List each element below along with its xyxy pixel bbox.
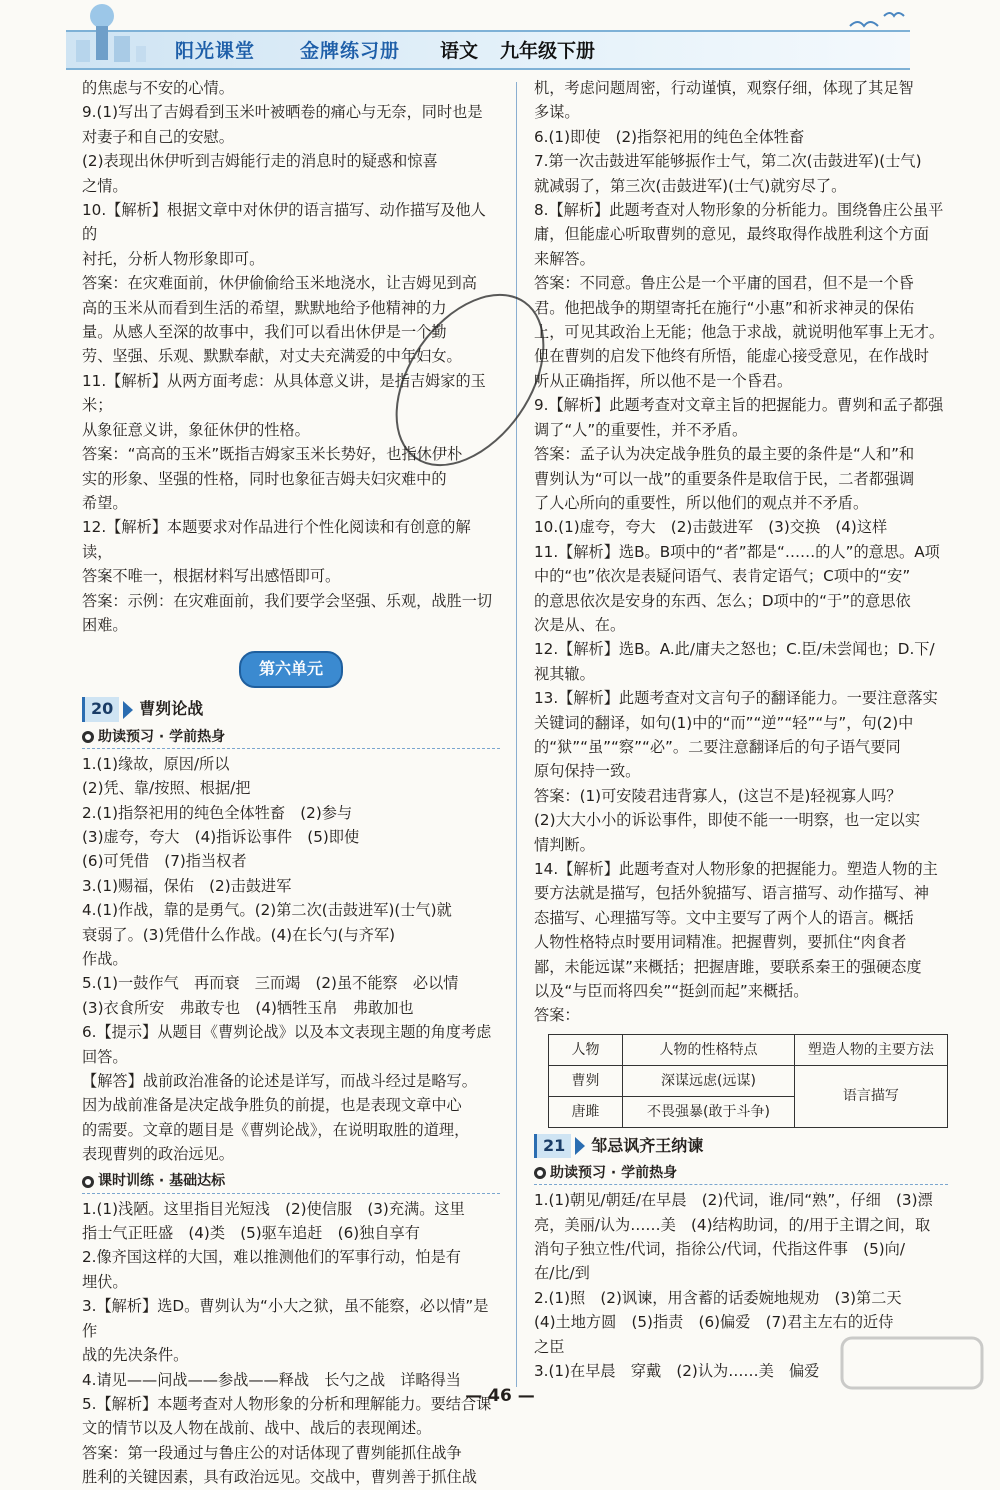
header-illustration-icon [62,2,172,66]
text-line: 衰弱了。(3)凭借什么作战。(4)在长勺(与齐军) [82,925,396,944]
text-line: 【解答】战前政治准备的论述是详写，而战斗经过是略写。 [82,1072,477,1091]
text-line: 答案：不同意。鲁庄公是一个平庸的国君，但不是一个昏 [534,274,914,293]
text-line: 实的形象、坚强的性格，同时也象征吉姆夫妇灾难中的 [82,469,447,488]
brand-name: 阳光课堂 [175,40,256,62]
text-line: 在/比/到 [534,1264,590,1283]
text-line: 2.像齐国这样的大国，难以推测他们的军事行动，怕是有 [82,1248,461,1267]
table-header-cell: 塑造人物的主要方法 [794,1034,947,1065]
birds-icon [840,6,910,46]
text-line: 10.(1)虚夸，夸大 (2)击鼓进军 (3)交换 (4)这样 [534,518,888,537]
text-line: 调了“人”的重要性，并不矛盾。 [534,420,748,439]
text-line: 因为战前准备是决定战争胜负的前提，也是表现文章中心 [82,1096,462,1115]
text-line: 但在曹刿的启发下他终有所悟，能虚心接受意见，在作战时 [534,347,929,366]
section-title: 助读预习 · 学前热身 [550,1165,678,1182]
lesson-title: 曹刿论战 [139,699,204,719]
bullet-icon [534,1167,546,1179]
text-line: 多谋。 [534,103,580,122]
text-line: 劳、坚强、乐观、默默奉献，对丈夫充满爱的中年妇女。 [82,347,462,366]
text-line: 2.(1)照 (2)讽谏，用含蓄的话委婉地规劝 (3)第二天 [534,1288,902,1307]
text-line: 答案不唯一，根据材料写出感悟即可。 [82,567,341,586]
table-cell: 曹刿 [549,1065,623,1096]
table-header-cell: 人物的性格特点 [623,1034,795,1065]
text-line: 希望。 [82,493,128,512]
right-column [534,76,948,1384]
table-header-row [549,1034,948,1065]
lesson-heading-21 [534,1134,948,1158]
text-line: 胜利的关键因素，具有政治远见。交战中，曹刿善于抓住战 [82,1468,477,1487]
text-line: 态描写、心理描写等。文中主要写了两个人的语言。概括 [534,908,914,927]
page-header [0,0,1000,70]
text-line: 答案：“高高的玉米”既指吉姆家玉米长势好，也指休伊朴 [82,445,463,464]
subject-label: 语文 [440,40,479,62]
section-heading-practice [82,1171,500,1194]
text-line: 7.第一次击鼓进军能够振作士气，第二次(击鼓进军)(士气) [534,152,922,171]
text-line: 了人心所向的重要性，所以他们的观点并不矛盾。 [534,493,869,512]
text-line: 14.【解析】此题考查对人物形象的把握能力。塑造人物的主 [534,860,938,878]
text-line: 次是从、在。 [534,615,626,634]
section-heading-preview [82,726,500,749]
text-line: 1.(1)缘故，原因/所以 [82,754,230,773]
lesson-title: 邹忌讽齐王纳谏 [591,1135,704,1155]
left-mid-block [82,752,500,1167]
right-top-block [534,76,948,1028]
text-line: 6.【提示】从题目《曹刿论战》以及本文表现主题的角度考虑 [82,1023,492,1042]
text-line: 原句保持一致。 [534,762,641,781]
text-line: 的需要。文章的题目是《曹刿论战》，在说明取胜的道理， [82,1120,470,1139]
text-line: 10.【解析】根据文章中对休伊的语言描写、动作描写及他人的 [82,201,486,244]
lesson-heading-20 [82,697,500,721]
text-line: 人物性格特点时要用词精准。把握曹刿，要抓住“肉食者 [534,933,907,952]
table-row [549,1065,948,1096]
section-title: 助读预习 · 学前热身 [98,728,226,745]
text-line: 答案：(1)可安陵君违背寡人，(这岂不是)轻视寡人吗？ [534,786,902,805]
text-line: 8.【解析】此题考查对人物形象的分析能力。围绕鲁庄公虽平 [534,201,944,220]
grade-label: 九年级下册 [500,40,596,62]
text-line: 3.(1)赐福，保佑 (2)击鼓进军 [82,876,292,895]
answer-table [548,1034,948,1128]
text-line: 困难。 [82,615,128,634]
text-line: 曹刿认为“可以一战”的重要条件是取信于民，二者都强调 [534,469,915,488]
text-line: 高的玉米从而看到生活的希望，默默地给予他精神的力 [82,298,447,317]
arrow-icon [123,701,133,719]
text-line: 庸，但能虚心听取曹刿的意见，最终取得作战胜利这个方面 [534,225,929,244]
table-header-cell: 人物 [549,1034,623,1065]
text-line: 关键词的翻译，如句(1)中的“而”“逆”“轻”“与”，句(2)中 [534,713,914,732]
text-line: 1.(1)浅陋。这里指目光短浅 (2)使信服 (3)充满。这里 [82,1199,465,1218]
text-line: 13.【解析】此题考查对文言句子的翻译能力。一要注意落实 [534,689,938,708]
text-line: 4.(1)作战，靠的是勇气。(2)第二次(击鼓进军)(士气)就 [82,901,452,920]
lesson-number: 20 [82,697,119,721]
text-line: 埋伏。 [82,1272,128,1291]
text-line: 文的情节以及人物在战前、战中、战后的表现阐述。 [82,1419,432,1438]
left-column [82,76,500,1490]
text-line: 答案：示例：在灾难面前，我们要学会坚强、乐观，战胜一切 [82,591,493,610]
text-line: 听从正确指挥，所以他不是一个昏君。 [534,371,793,390]
text-line: (6)可凭借 (7)指当权者 [82,852,247,871]
column-divider [516,82,517,1387]
table-cell: 深谋远虑(远谋) [623,1065,795,1096]
text-line: 3.(1)在早晨 穿戴 (2)认为……美 偏爱 [534,1362,820,1381]
text-line: 的意思依次是安身的东西、怎么；D项中的“于”的意思依 [534,591,911,610]
text-line: 9.【解析】此题考查对文章主旨的把握能力。曹刿和孟子都强 [534,396,944,415]
page-number: — 46 — [465,1386,535,1406]
table-cell: 唐雎 [549,1096,623,1127]
text-line: 战的先决条件。 [82,1346,189,1365]
text-line: (3)衣食所安 弗敢专也 (4)牺牲玉帛 弗敢加也 [82,998,414,1017]
text-line: 1.(1)朝见/朝廷/在早晨 (2)代词，谁/同“熟”，仔细 (3)漂 [534,1191,933,1210]
text-line: 11.【解析】选B。B项中的“者”都是“……的人”的意思。A项 [534,542,940,561]
text-line: 3.【解析】选D。曹刿认为“小大之狱，虽不能察，必以情”是作 [82,1297,489,1340]
text-line: 以及“与臣而将四矣”“挺剑而起”来概括。 [534,982,809,1001]
text-line: 鄙，未能远谋”来概括；把握唐雎，要联系秦王的强硬态度 [534,957,922,976]
text-line: 上，可见其政治上无能；他急于求战，就说明他军事上无才。 [534,323,945,342]
text-line: 答案：孟子认为决定战争胜负的最主要的条件是“人和”和 [534,445,915,464]
text-line: 对妻子和自己的安慰。 [82,127,234,146]
text-line: 之臣 [534,1337,565,1356]
text-line: 来解答。 [534,249,595,268]
text-line: 9.(1)写出了吉姆看到玉米叶被晒卷的痛心与无奈，同时也是 [82,103,483,122]
text-line: 2.(1)指祭祀用的纯色全体牲畜 (2)参与 [82,803,353,822]
text-line: 机，考虑问题周密，行动谨慎，观察仔细，体现了其足智 [534,79,914,97]
text-line: 消句子独立性/代词，指徐公/代词，代指这件事 (5)向/ [534,1240,905,1259]
lesson-number: 21 [534,1134,571,1158]
text-line: (2)凭、靠/按照、根据/把 [82,779,251,798]
text-line: 5.【解析】本题考查对人物形象的分析和理解能力。要结合课 [82,1394,492,1413]
text-line: 的“狱”“虽”“察”“必”。二要注意翻译后的句子语气要同 [534,737,901,756]
text-line: 要方法就是描写，包括外貌描写、语言描写、动作描写、神 [534,884,929,903]
text-line: 5.(1)一鼓作气 再而衰 三而竭 (2)虽不能察 必以情 [82,974,459,993]
section-title: 课时训练 · 基础达标 [98,1173,226,1190]
text-line: 答案：第一段通过与鲁庄公的对话体现了曹刿能抓住战争 [82,1443,462,1462]
text-line: 答案：在灾难面前，休伊偷偷给玉米地浇水，让吉姆见到高 [82,274,477,293]
text-line: 回答。 [82,1047,128,1066]
text-line: 就减弱了，第三次(击鼓进军)(士气)就穷尽了。 [534,176,847,195]
text-line: 之情。 [82,176,128,195]
left-top-block [82,76,500,637]
text-line: 指士气正旺盛 (4)类 (5)驱车追赶 (6)独自享有 [82,1224,420,1243]
site-logo [832,1324,992,1420]
text-line: (4)土地方圆 (5)指责 (6)偏爱 (7)君主左右的近侍 [534,1313,894,1332]
bullet-icon [82,1176,94,1188]
text-line: 12.【解析】选B。A.此/庸夫之怒也；C.臣/未尝闻也；D.下/ [534,640,935,659]
text-line: 视其辙。 [534,664,595,683]
text-line: 情判断。 [534,835,595,854]
text-line: 表现曹刿的政治远见。 [82,1145,234,1164]
text-line: 中的“也”依次是表疑问语气、表肯定语气；C项中的“安” [534,567,911,586]
text-line: 从象征意义讲，象征休伊的性格。 [82,420,310,439]
unit-title: 第六单元 [239,651,343,687]
text-line: 11.【解析】从两方面考虑：从具体意义讲，是指吉姆家的玉米； [82,371,486,415]
text-line: 亮，美丽/认为……美 (4)结构助词，的/用于主谓之间，取 [534,1215,931,1234]
text-line: 作战。 [82,950,128,968]
text-line: 答案： [534,1006,580,1025]
text-line: 衬托，分析人物形象即可。 [82,249,265,268]
text-line: (2)表现出休伊听到吉姆能行走的消息时的疑惑和惊喜 [82,152,438,171]
unit-banner [82,651,500,685]
text-line: (3)虚夸，夸大 (4)指诉讼事件 (5)即使 [82,827,360,846]
arrow-icon [575,1137,585,1155]
bullet-icon [82,731,94,743]
table-cell: 不畏强暴(敢于斗争) [623,1096,795,1127]
text-line: 4.请见——问战——参战——释战 长勺之战 详略得当 [82,1370,461,1389]
text-line: 量。从感人至深的故事中，我们可以看出休伊是一个勤 [82,323,447,342]
text-line: (2)大大小小的诉讼事件，即使不能一一明察，也一定以实 [534,811,921,830]
text-line: 的焦虑与不安的心情。 [82,79,234,97]
left-bottom-block [82,1197,500,1490]
text-line: 6.(1)即使 (2)指祭祀用的纯色全体牲畜 [534,127,805,146]
table-cell-merged: 语言描写 [794,1065,947,1127]
text-line: 君。他把战争的期望寄托在施行“小惠”和祈求神灵的保佑 [534,298,915,317]
brand-subname: 金牌练习册 [300,40,401,62]
text-line: 12.【解析】本题要求对作品进行个性化阅读和有创意的解读， [82,518,471,561]
section-heading-preview [534,1162,948,1185]
